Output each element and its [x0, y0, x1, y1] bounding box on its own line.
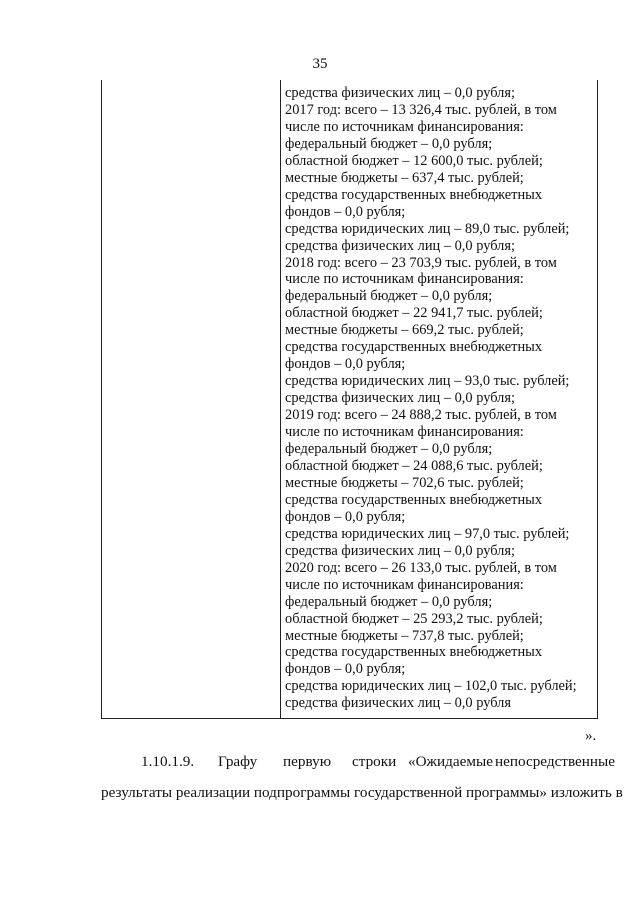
- table-line: средства юридических лиц – 93,0 тыс. рублей;: [285, 373, 570, 390]
- table-line: средства физических лиц – 0,0 рубля;: [285, 85, 515, 101]
- table-line: средства государственных внебюджетных: [285, 644, 543, 661]
- table-line: местные бюджеты – 637,4 тыс. рублей;: [285, 169, 524, 186]
- table-line: 2019 год: всего – 24 888,2 тыс. рублей, в том: [285, 407, 557, 424]
- financing-table: [101, 80, 598, 719]
- table-line: фондов – 0,0 рубля;: [285, 661, 406, 678]
- table-line: федеральный бюджет – 0,0 рубля;: [285, 135, 493, 152]
- table-line: областной бюджет – 24 088,6 тыс. рублей;: [285, 457, 543, 474]
- table-line: местные бюджеты – 737,8 тыс. рублей;: [285, 627, 524, 644]
- table-line: средства юридических лиц – 102,0 тыс. рублей;: [285, 678, 577, 695]
- table-line: фондов – 0,0 рубля;: [285, 203, 406, 220]
- table-line: средства физических лиц – 0,0 рубля;: [285, 237, 515, 254]
- table-line: числе по источникам финансирования:: [285, 118, 524, 135]
- table-line: фондов – 0,0 рубля;: [285, 508, 406, 525]
- table-line: областной бюджет – 25 293,2 тыс. рублей;: [285, 610, 543, 627]
- paragraph-text: результаты реализации подпрограммы государственной программы» изложить в: [101, 784, 623, 801]
- table-line: федеральный бюджет – 0,0 рубля;: [285, 593, 493, 610]
- page-number: 35: [312, 56, 328, 72]
- table-line: фондов – 0,0 рубля;: [285, 356, 406, 373]
- paragraph-word: строки: [352, 753, 397, 770]
- paragraph-word: непосредственные: [495, 753, 615, 770]
- table-line: областной бюджет – 12 600,0 тыс. рублей;: [285, 152, 543, 169]
- table-line: средства физических лиц – 0,0 рубля: [285, 695, 511, 712]
- table-line: 2018 год: всего – 23 703,9 тыс. рублей, в том: [285, 254, 557, 271]
- table-line: средства государственных внебюджетных: [285, 491, 543, 508]
- table-line: средства государственных внебюджетных: [285, 339, 543, 356]
- table-left-cell: [102, 80, 281, 718]
- table-line: числе по источникам финансирования:: [285, 424, 524, 441]
- paragraph-word: «Ожидаемые: [408, 753, 493, 770]
- table-line: местные бюджеты – 702,6 тыс. рублей;: [285, 474, 524, 491]
- table-line: 2017 год: всего – 13 326,4 тыс. рублей, в том: [285, 101, 557, 118]
- table-line: 2020 год: всего – 26 133,0 тыс. рублей, в том: [285, 559, 557, 576]
- closing-quote: ».: [585, 728, 597, 744]
- table-line: средства юридических лиц – 97,0 тыс. рублей;: [285, 525, 570, 542]
- table-line: средства физических лиц – 0,0 рубля;: [285, 542, 515, 559]
- table-line: средства государственных внебюджетных: [285, 186, 543, 203]
- table-line: областной бюджет – 22 941,7 тыс. рублей;: [285, 305, 543, 322]
- table-line: федеральный бюджет – 0,0 рубля;: [285, 288, 493, 305]
- table-line: числе по источникам финансирования:: [285, 271, 524, 288]
- table-line: средства юридических лиц – 89,0 тыс. рублей;: [285, 220, 570, 237]
- clause-number: 1.10.1.9.: [141, 753, 195, 770]
- table-right-cell: [281, 80, 597, 718]
- table-line: местные бюджеты – 669,2 тыс. рублей;: [285, 322, 524, 339]
- table-line: средства физических лиц – 0,0 рубля;: [285, 390, 515, 407]
- paragraph-word: Графу: [218, 753, 258, 770]
- paragraph-word: первую: [283, 753, 332, 770]
- table-line: федеральный бюджет – 0,0 рубля;: [285, 441, 493, 458]
- table-line: числе по источникам финансирования:: [285, 576, 524, 593]
